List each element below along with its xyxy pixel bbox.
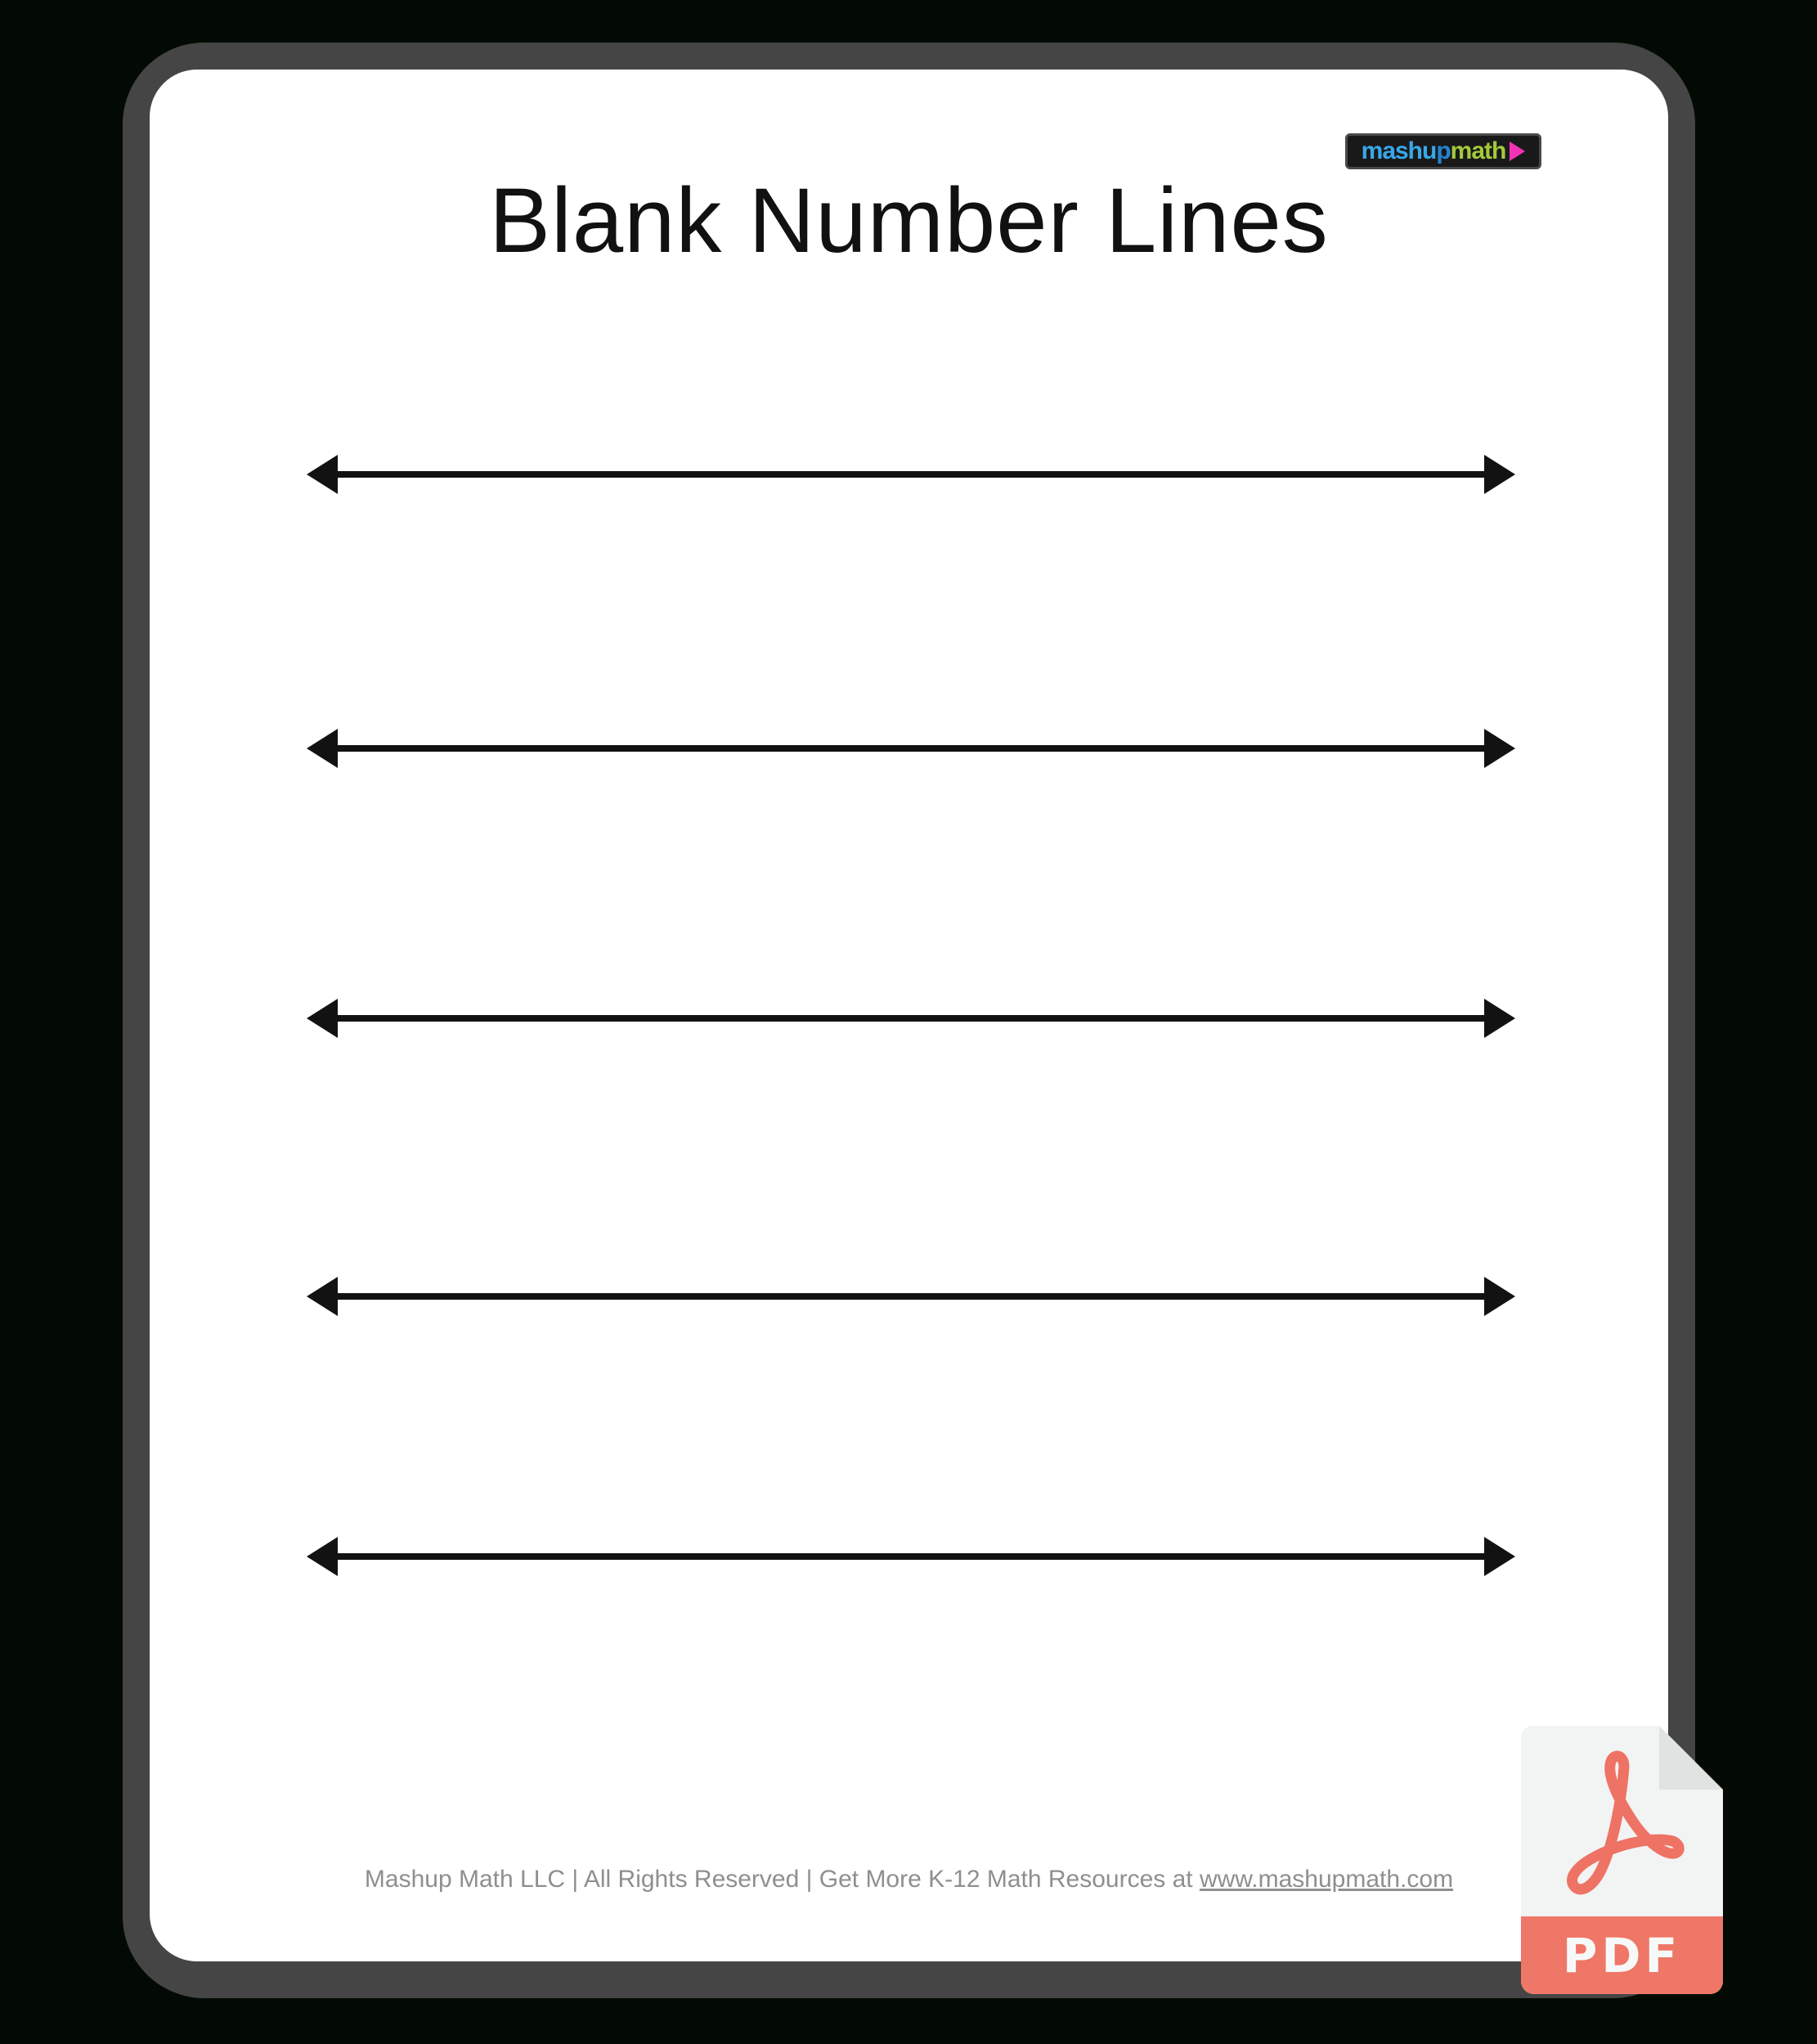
line-bar [331,471,1491,478]
logo-text-p: p [1436,137,1451,164]
line-bar [331,1293,1491,1300]
page-title: Blank Number Lines [489,169,1329,272]
logo-text-math: math [1450,137,1506,164]
number-line [307,999,1515,1038]
logo-text-mashu: mashu [1361,137,1437,164]
footer-credit [150,1857,1668,1902]
line-bar [331,1015,1491,1022]
right-arrowhead-icon [1484,999,1515,1038]
number-line [307,455,1515,494]
line-bar [331,745,1491,752]
acrobat-a-icon [1556,1749,1687,1904]
pdf-file-badge[interactable] [1521,1726,1723,1994]
pdf-label: PDF [1562,1927,1682,1983]
right-arrowhead-icon [1484,1277,1515,1316]
number-line [307,1277,1515,1316]
right-arrowhead-icon [1484,1537,1515,1576]
number-line [307,1537,1515,1576]
number-line [307,729,1515,768]
footer-text: Mashup Math LLC | All Rights Reserved | Get More K-12 Math Resources at [364,1866,1200,1893]
right-arrowhead-icon [1484,729,1515,768]
line-bar [331,1553,1491,1560]
footer-link[interactable]: www.mashupmath.com [1199,1866,1454,1893]
right-arrowhead-icon [1484,455,1515,494]
worksheet-page [150,70,1668,1961]
pdf-band [1521,1916,1723,1994]
